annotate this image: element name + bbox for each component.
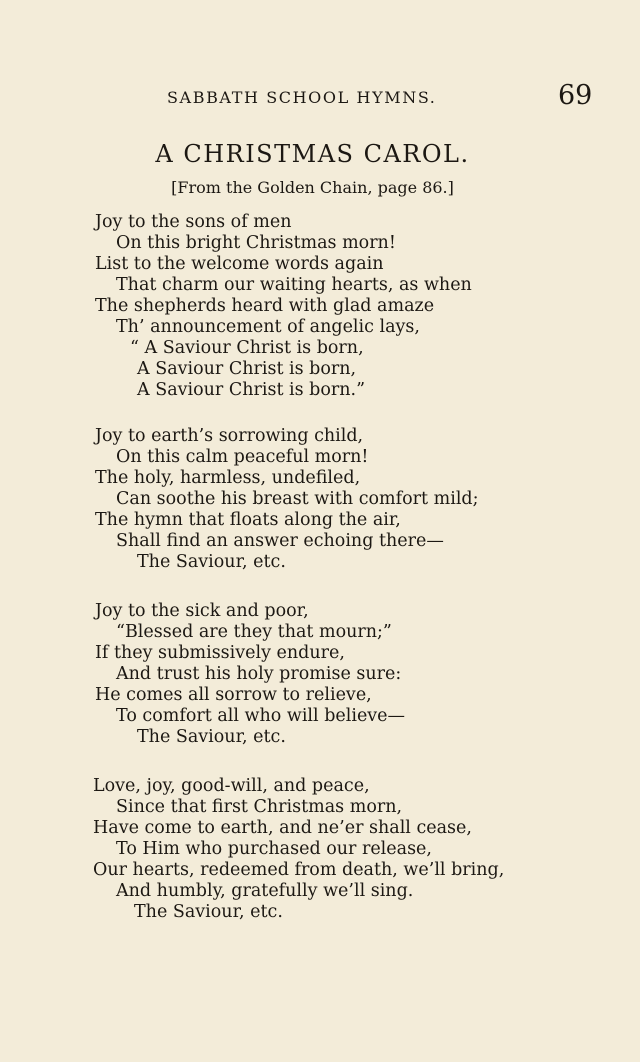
verse-line: Shall find an answer echoing there—	[116, 531, 444, 551]
verse-line: The Saviour, etc.	[134, 902, 283, 922]
verse-line: Joy to earth’s sorrowing child,	[95, 426, 364, 446]
verse-line: The holy, harmless, undefiled,	[95, 468, 361, 488]
verse-line: The Saviour, etc.	[137, 727, 286, 747]
verse-line: Have come to earth, and ne’er shall cease,	[93, 818, 472, 838]
verse-line: Can soothe his breast with comfort mild;	[116, 489, 479, 509]
verse-line: The hymn that floats along the air,	[95, 510, 401, 530]
verse-line: To comfort all who will believe—	[116, 706, 406, 726]
verse-line: He comes all sorrow to relieve,	[95, 685, 372, 705]
verse-line: And humbly, gratefully we’ll sing.	[116, 881, 414, 901]
verse-line: Since that first Christmas morn,	[116, 797, 403, 817]
running-title: SABBATH SCHOOL HYMNS.	[167, 88, 437, 107]
verse-line: A Saviour Christ is born,	[137, 359, 357, 379]
verse-line: Love, joy, good-will, and peace,	[93, 776, 370, 796]
verse-line: A Saviour Christ is born.”	[137, 380, 366, 400]
verse-line: “Blessed are they that mourn;”	[116, 622, 392, 642]
verse-line: And trust his holy promise sure:	[116, 664, 402, 684]
verse-line: The shepherds heard with glad amaze	[95, 296, 435, 316]
verse-line: To Him who purchased our release,	[116, 839, 432, 859]
page-number: 69	[558, 80, 593, 111]
verse-line: Joy to the sons of men	[95, 212, 292, 232]
verse-line: On this calm peaceful morn!	[116, 447, 369, 467]
verse-line: That charm our waiting hearts, as when	[116, 275, 472, 295]
hymn-title: A CHRISTMAS CAROL.	[155, 140, 470, 168]
verse-line: “ A Saviour Christ is born,	[130, 338, 364, 358]
verse-line: Our hearts, redeemed from death, we’ll bring,	[93, 860, 505, 880]
verse-line: On this bright Christmas morn!	[116, 233, 396, 253]
verse-line: Th’ announcement of angelic lays,	[116, 317, 420, 337]
verse-line: If they submissively endure,	[95, 643, 345, 663]
verse-line: List to the welcome words again	[95, 254, 384, 274]
verse-line: The Saviour, etc.	[137, 552, 286, 572]
verse-line: Joy to the sick and poor,	[95, 601, 309, 621]
source-note: [From the Golden Chain, page 86.]	[171, 178, 454, 197]
